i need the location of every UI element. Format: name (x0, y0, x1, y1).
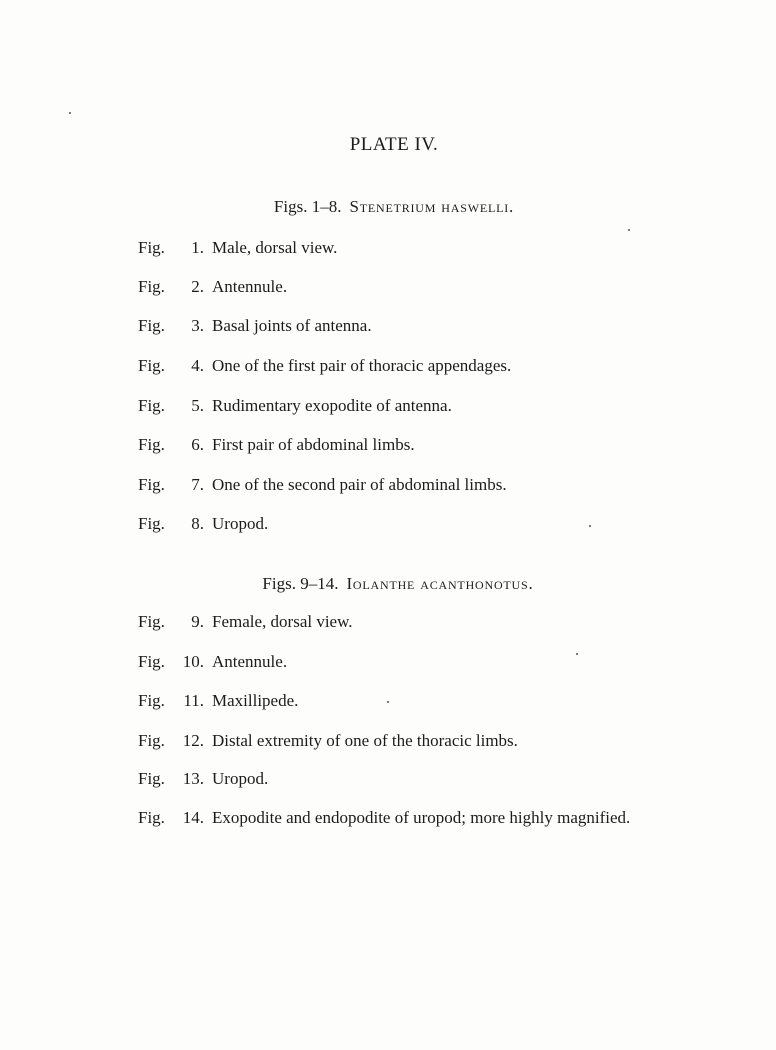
fig-description: Rudimentary exopodite of antenna. (212, 396, 452, 415)
fig-description: Basal joints of antenna. (212, 316, 372, 335)
fig-description: One of the first pair of thoracic appendages. (212, 356, 512, 375)
species-name: Iolanthe acanthonotus. (346, 574, 534, 593)
section-heading-stenetrium (0, 197, 776, 217)
fig-number: 12. (182, 731, 204, 750)
print-speck (628, 229, 630, 231)
figure-caption-row (138, 612, 353, 636)
fig-label: Fig. (138, 612, 165, 631)
print-speck (576, 653, 578, 655)
species-name: Stenetrium haswelli. (349, 197, 515, 216)
fig-description: Female, dorsal view. (212, 612, 353, 631)
figure-caption-row (138, 808, 630, 832)
figure-caption-row (138, 475, 507, 499)
figure-caption-row (138, 316, 372, 340)
figs-range: Figs. 9–14. (262, 574, 339, 593)
fig-description: One of the second pair of abdominal limbs. (212, 475, 507, 494)
fig-label: Fig. (138, 769, 165, 788)
print-speck (387, 701, 389, 703)
fig-number: 4. (191, 356, 204, 375)
fig-label: Fig. (138, 808, 165, 827)
figure-caption-row (138, 238, 337, 262)
fig-number: 11. (183, 691, 204, 710)
fig-label: Fig. (138, 277, 165, 296)
fig-number: 9. (191, 612, 204, 631)
fig-description: Maxillipede. (212, 691, 299, 710)
fig-label: Fig. (138, 316, 165, 335)
fig-description: Uropod. (212, 514, 269, 533)
fig-description: Male, dorsal view. (212, 238, 338, 257)
figure-caption-row (138, 769, 268, 793)
fig-description: First pair of abdominal limbs. (212, 435, 415, 454)
fig-label: Fig. (138, 435, 165, 454)
fig-number: 1. (191, 238, 204, 257)
fig-number: 5. (191, 396, 204, 415)
print-speck (69, 112, 71, 114)
fig-description: Uropod. (212, 769, 269, 788)
figure-caption-row (138, 435, 415, 459)
figs-range: Figs. 1–8. (273, 197, 342, 216)
figure-caption-row (138, 514, 268, 538)
fig-label: Fig. (138, 475, 165, 494)
fig-description: Exopodite and endopodite of uropod; more highly magnified. (212, 808, 631, 827)
fig-label: Fig. (138, 691, 165, 710)
fig-number: 10. (182, 652, 204, 671)
fig-number: 14. (182, 808, 204, 827)
fig-label: Fig. (138, 731, 165, 750)
fig-label: Fig. (138, 238, 165, 257)
fig-number: 8. (191, 514, 204, 533)
figure-caption-row (138, 356, 511, 380)
fig-number: 7. (191, 475, 204, 494)
figure-caption-row (138, 691, 298, 715)
fig-number: 13. (182, 769, 204, 788)
fig-number: 2. (191, 277, 204, 296)
figure-caption-row (138, 396, 452, 420)
fig-label: Fig. (138, 514, 165, 533)
fig-label: Fig. (138, 652, 165, 671)
print-speck (589, 525, 591, 527)
fig-number: 6. (191, 435, 204, 454)
section-heading-iolanthe (0, 574, 776, 594)
fig-description: Distal extremity of one of the thoracic limbs. (212, 731, 518, 750)
figure-caption-row (138, 731, 518, 755)
figure-caption-row (138, 652, 287, 676)
fig-description: Antennule. (212, 652, 288, 671)
plate-title: PLATE IV. (349, 134, 439, 155)
fig-number: 3. (191, 316, 204, 335)
fig-description: Antennule. (212, 277, 288, 296)
fig-label: Fig. (138, 396, 165, 415)
fig-label: Fig. (138, 356, 165, 375)
figure-caption-row (138, 277, 287, 301)
